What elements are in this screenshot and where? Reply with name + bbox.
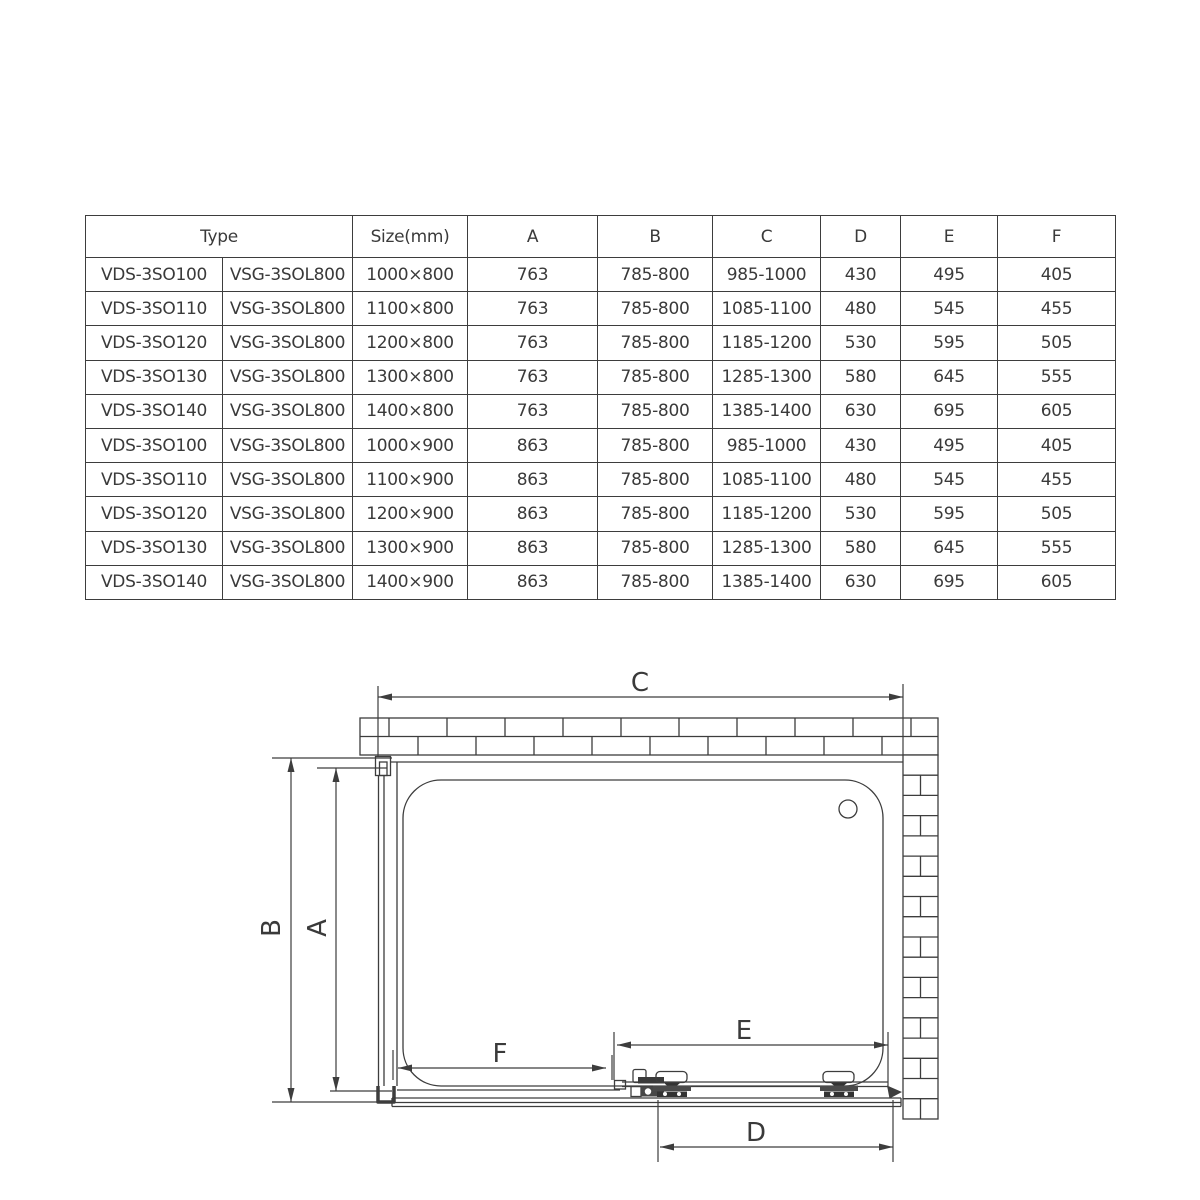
table-row xyxy=(86,565,1116,599)
cell-d: 580 xyxy=(821,531,901,565)
header-size: Size(mm) xyxy=(353,216,468,258)
cell-a: 863 xyxy=(468,531,598,565)
cell-b: 785-800 xyxy=(598,463,713,497)
dim-b-arrow-bottom xyxy=(288,1088,295,1102)
cell-f: 605 xyxy=(998,565,1116,599)
cell-type2: VSG-3SOL800 xyxy=(223,292,353,326)
cell-d: 430 xyxy=(821,428,901,462)
cell-size: 1100×900 xyxy=(353,463,468,497)
dim-c-label: C xyxy=(630,668,650,698)
dim-e-arrow-right xyxy=(874,1042,888,1049)
dim-f-arrow-right xyxy=(592,1065,606,1072)
cell-a: 863 xyxy=(468,565,598,599)
cell-c: 1285-1300 xyxy=(713,360,821,394)
table-row xyxy=(86,292,1116,326)
cell-e: 595 xyxy=(901,326,998,360)
dimension-f xyxy=(393,1039,612,1080)
cell-type2: VSG-3SOL800 xyxy=(223,326,353,360)
header-e: E xyxy=(901,216,998,258)
shower-tray xyxy=(390,762,903,1090)
dim-d-label: D xyxy=(745,1118,767,1148)
cell-c: 985-1000 xyxy=(713,428,821,462)
track-rails xyxy=(392,1098,901,1107)
cell-e: 545 xyxy=(901,292,998,326)
cell-d: 530 xyxy=(821,497,901,531)
cell-b: 785-800 xyxy=(598,531,713,565)
cell-d: 480 xyxy=(821,463,901,497)
cell-type1: VDS-3SO120 xyxy=(86,326,223,360)
cell-size: 1200×900 xyxy=(353,497,468,531)
cell-size: 1200×800 xyxy=(353,326,468,360)
cell-size: 1300×800 xyxy=(353,360,468,394)
cell-b: 785-800 xyxy=(598,428,713,462)
cell-type1: VDS-3SO130 xyxy=(86,531,223,565)
cell-b: 785-800 xyxy=(598,292,713,326)
spec-table-body xyxy=(86,258,1116,600)
cell-size: 1000×900 xyxy=(353,428,468,462)
wall-profile-top xyxy=(376,757,391,776)
cell-b: 785-800 xyxy=(598,394,713,428)
cell-c: 1385-1400 xyxy=(713,394,821,428)
cell-f: 555 xyxy=(998,360,1116,394)
table-row xyxy=(86,463,1116,497)
cell-f: 405 xyxy=(998,258,1116,292)
dim-d-extensions xyxy=(658,1100,893,1162)
cell-b: 785-800 xyxy=(598,497,713,531)
cell-type2: VSG-3SOL800 xyxy=(223,531,353,565)
wall-profile-top-inner xyxy=(380,762,388,776)
dim-c-arrow-left xyxy=(378,694,392,701)
cell-type2: VSG-3SOL800 xyxy=(223,360,353,394)
cell-type1: VDS-3SO100 xyxy=(86,428,223,462)
tray-inner-edge xyxy=(403,780,883,1086)
cell-a: 763 xyxy=(468,326,598,360)
cell-b: 785-800 xyxy=(598,360,713,394)
cell-size: 1100×800 xyxy=(353,292,468,326)
header-d: D xyxy=(821,216,901,258)
spec-table xyxy=(85,215,1116,600)
dim-a-arrow-bottom xyxy=(333,1077,340,1091)
dim-a-label: A xyxy=(303,919,333,937)
table-row xyxy=(86,497,1116,531)
spec-table-header-row xyxy=(86,216,1116,258)
dim-e-arrow-left xyxy=(617,1042,631,1049)
cell-a: 763 xyxy=(468,360,598,394)
cell-d: 530 xyxy=(821,326,901,360)
cell-d: 580 xyxy=(821,360,901,394)
cell-type2: VSG-3SOL800 xyxy=(223,428,353,462)
cell-size: 1300×900 xyxy=(353,531,468,565)
cell-a: 863 xyxy=(468,497,598,531)
cell-f: 455 xyxy=(998,463,1116,497)
cell-e: 695 xyxy=(901,565,998,599)
dimension-d xyxy=(658,1100,893,1162)
table-row xyxy=(86,394,1116,428)
cell-type1: VDS-3SO140 xyxy=(86,394,223,428)
cell-type2: VSG-3SOL800 xyxy=(223,394,353,428)
cell-a: 863 xyxy=(468,463,598,497)
cell-c: 1085-1100 xyxy=(713,292,821,326)
cell-type2: VSG-3SOL800 xyxy=(223,497,353,531)
dim-a-arrow-top xyxy=(333,768,340,782)
cell-d: 480 xyxy=(821,292,901,326)
cell-a: 763 xyxy=(468,394,598,428)
dim-b-label: B xyxy=(257,919,287,937)
cell-e: 495 xyxy=(901,258,998,292)
cell-type1: VDS-3SO130 xyxy=(86,360,223,394)
dim-d-arrow-left xyxy=(660,1144,674,1151)
header-a: A xyxy=(468,216,598,258)
dim-b-arrow-top xyxy=(288,758,295,772)
drain-hole xyxy=(839,800,857,818)
cell-f: 505 xyxy=(998,497,1116,531)
cell-f: 455 xyxy=(998,292,1116,326)
cell-f: 605 xyxy=(998,394,1116,428)
fixed-glass-panel xyxy=(376,757,395,1103)
dim-f-label: F xyxy=(492,1039,508,1069)
cell-d: 630 xyxy=(821,565,901,599)
cell-e: 695 xyxy=(901,394,998,428)
cell-size: 1400×900 xyxy=(353,565,468,599)
cell-a: 863 xyxy=(468,428,598,462)
header-c: C xyxy=(713,216,821,258)
table-row xyxy=(86,428,1116,462)
cell-type2: VSG-3SOL800 xyxy=(223,565,353,599)
cell-c: 1185-1200 xyxy=(713,497,821,531)
cell-size: 1000×800 xyxy=(353,258,468,292)
table-row xyxy=(86,360,1116,394)
cell-e: 645 xyxy=(901,360,998,394)
cell-e: 495 xyxy=(901,428,998,462)
dim-e-label: E xyxy=(735,1016,753,1046)
installation-diagram xyxy=(0,640,1200,1200)
dim-f-arrow-left xyxy=(398,1065,412,1072)
dim-c-arrow-right xyxy=(889,694,903,701)
cell-e: 595 xyxy=(901,497,998,531)
table-row xyxy=(86,531,1116,565)
cell-type2: VSG-3SOL800 xyxy=(223,463,353,497)
cell-size: 1400×800 xyxy=(353,394,468,428)
cell-b: 785-800 xyxy=(598,565,713,599)
cell-b: 785-800 xyxy=(598,326,713,360)
roller-carriage-right xyxy=(820,1072,858,1098)
header-b: B xyxy=(598,216,713,258)
cell-type1: VDS-3SO120 xyxy=(86,497,223,531)
cell-c: 1285-1300 xyxy=(713,531,821,565)
cell-c: 1385-1400 xyxy=(713,565,821,599)
cell-a: 763 xyxy=(468,292,598,326)
cell-f: 405 xyxy=(998,428,1116,462)
cell-type1: VDS-3SO110 xyxy=(86,463,223,497)
cell-d: 630 xyxy=(821,394,901,428)
cell-type1: VDS-3SO100 xyxy=(86,258,223,292)
cell-type2: VSG-3SOL800 xyxy=(223,258,353,292)
roller-carriage-left xyxy=(653,1072,691,1098)
header-type: Type xyxy=(86,216,353,258)
cell-d: 430 xyxy=(821,258,901,292)
brick-wall-right xyxy=(903,755,938,1119)
track-wall-bracket xyxy=(887,1086,902,1099)
dim-d-arrow-right xyxy=(879,1144,893,1151)
cell-c: 1085-1100 xyxy=(713,463,821,497)
table-row xyxy=(86,326,1116,360)
dimension-e xyxy=(614,1016,888,1086)
cell-e: 545 xyxy=(901,463,998,497)
cell-c: 1185-1200 xyxy=(713,326,821,360)
cell-f: 555 xyxy=(998,531,1116,565)
brick-wall-top xyxy=(360,718,938,755)
cell-a: 763 xyxy=(468,258,598,292)
glass-panel-lines xyxy=(379,776,385,1087)
cell-e: 645 xyxy=(901,531,998,565)
header-f: F xyxy=(998,216,1116,258)
table-row xyxy=(86,258,1116,292)
cell-c: 985-1000 xyxy=(713,258,821,292)
cell-b: 785-800 xyxy=(598,258,713,292)
cell-type1: VDS-3SO140 xyxy=(86,565,223,599)
cell-f: 505 xyxy=(998,326,1116,360)
cell-type1: VDS-3SO110 xyxy=(86,292,223,326)
sliding-door-assembly xyxy=(615,1070,889,1098)
